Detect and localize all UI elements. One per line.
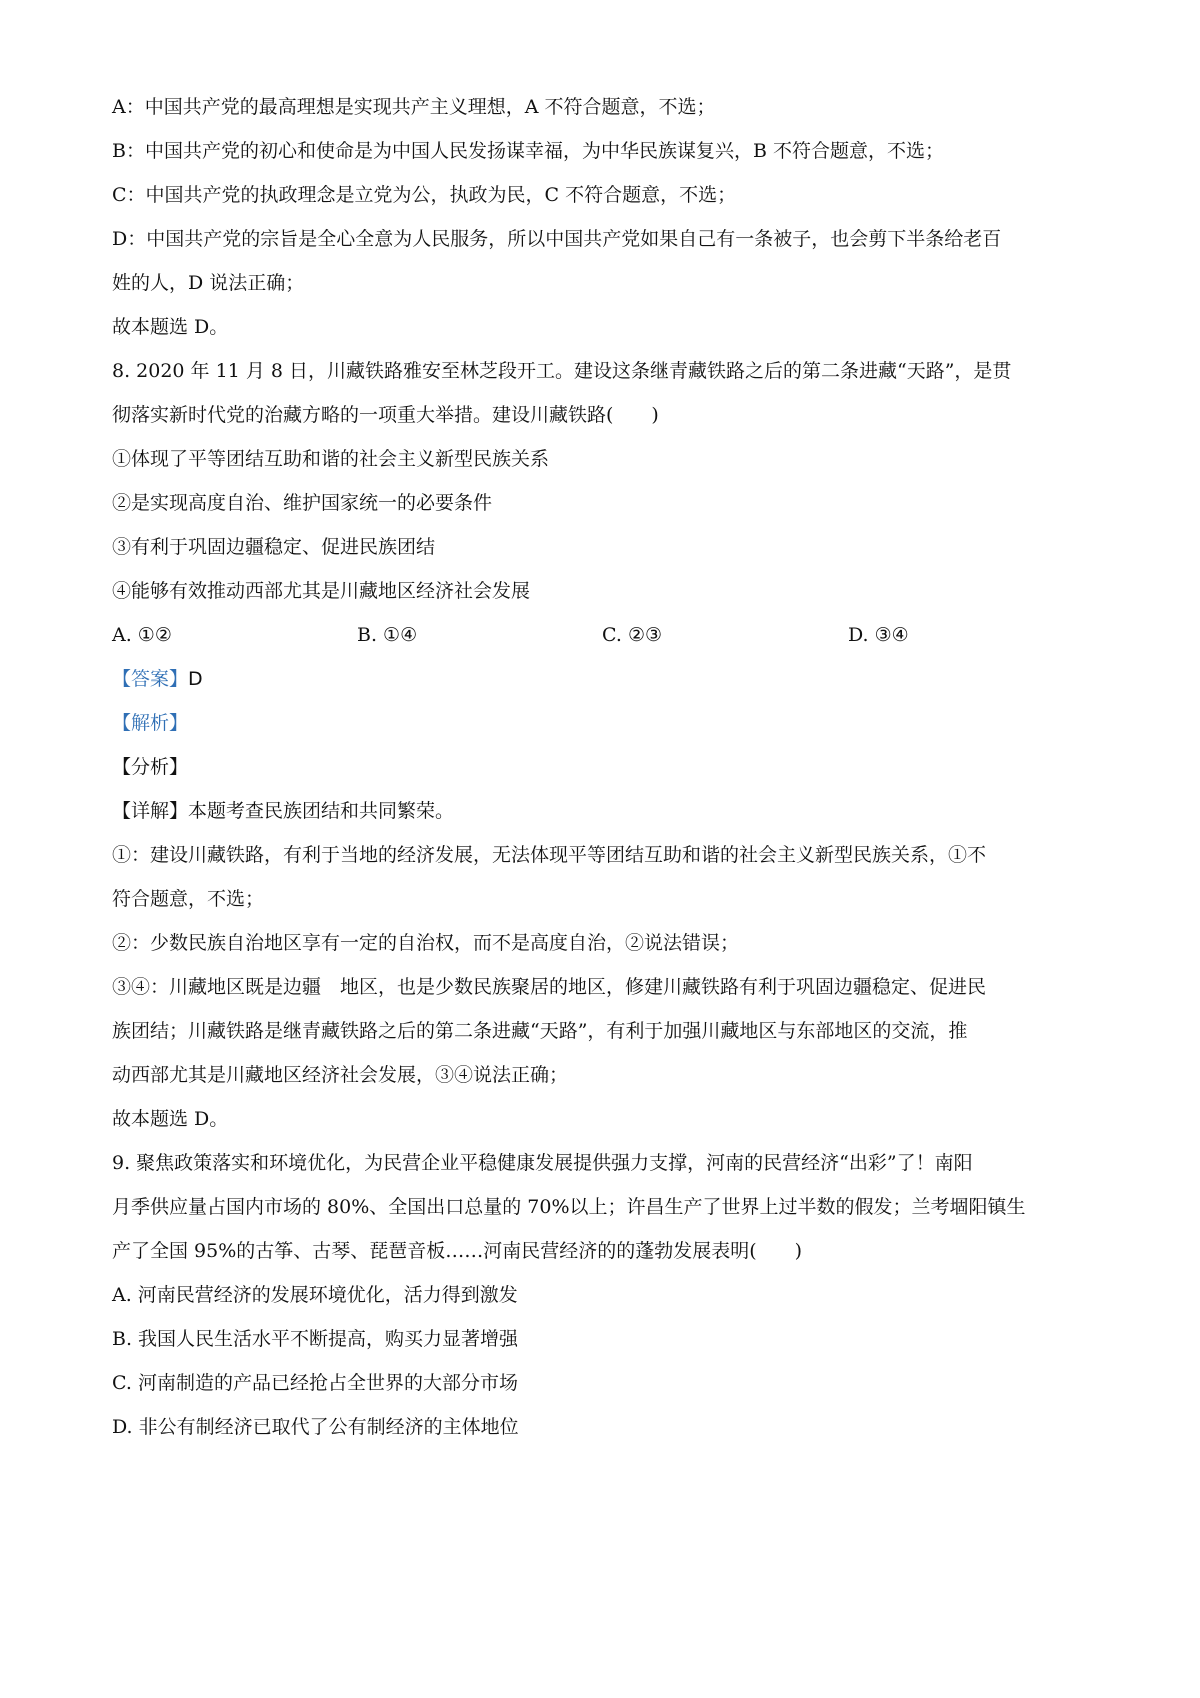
q8-conclusion: 故本题选 D。: [112, 1108, 229, 1130]
q8-statement-3: ③有利于巩固边疆稳定、促进民族团结: [112, 536, 436, 558]
q8-option-c: C. ②③: [602, 624, 663, 646]
answer-label: 【答案】: [112, 668, 189, 690]
q9-option-d: D. 非公有制经济已取代了公有制经济的主体地位: [112, 1416, 519, 1438]
q9-stem-line3: 产了全国 95%的古筝、古琴、琵琶音板……河南民营经济的的蓬勃发展表明( ): [112, 1240, 803, 1262]
q8-detail-2: ②：少数民族自治地区享有一定的自治权，而不是高度自治，②说法错误；: [112, 932, 740, 954]
q8-detail-1-line1: ①：建设川藏铁路，有利于当地的经济发展，无法体现平等团结互助和谐的社会主义新型民族关系，①不: [112, 844, 987, 866]
answer-value: D: [188, 668, 203, 690]
q9-option-a: A. 河南民营经济的发展环境优化，活力得到激发: [112, 1284, 518, 1306]
q8-statement-2: ②是实现高度自治、维护国家统一的必要条件: [112, 492, 493, 514]
prev-option-a-analysis: A：中国共产党的最高理想是实现共产主义理想，A 不符合题意，不选；: [112, 96, 716, 118]
q9-stem-line2: 月季供应量占国内市场的 80%、全国出口总量的 70%以上；许昌生产了世界上过半数的假发；兰考堌阳镇生: [112, 1196, 1026, 1218]
q8-option-d: D. ③④: [848, 624, 909, 646]
q9-option-c: C. 河南制造的产品已经抢占全世界的大部分市场: [112, 1372, 518, 1394]
prev-option-b-analysis: B：中国共产党的初心和使命是为中国人民发扬谋幸福，为中华民族谋复兴，B 不符合题意，不选；: [112, 140, 944, 162]
q8-option-a: A. ①②: [112, 624, 172, 646]
q8-detail-34-line2: 族团结；川藏铁路是继青藏铁路之后的第二条进藏“天路”，有利于加强川藏地区与东部地区的交流，推: [112, 1020, 968, 1042]
prev-conclusion: 故本题选 D。: [112, 316, 229, 338]
prev-option-c-analysis: C：中国共产党的执政理念是立党为公，执政为民，C 不符合题意，不选；: [112, 184, 737, 206]
q8-options: [112, 622, 1012, 648]
q8-detail-intro: 【详解】本题考查民族团结和共同繁荣。: [112, 800, 455, 822]
q8-option-b: B. ①④: [357, 624, 418, 646]
q9-stem-line1: 9. 聚焦政策落实和环境优化，为民营企业平稳健康发展提供强力支撑，河南的民营经济“出彩”了！南阳: [112, 1152, 973, 1174]
prev-option-d-analysis-line2: 姓的人，D 说法正确；: [112, 272, 305, 294]
q8-detail-34-line3: 动西部尤其是川藏地区经济社会发展，③④说法正确；: [112, 1064, 569, 1086]
q8-detail-34-line1: ③④：川藏地区既是边疆 地区，也是少数民族聚居的地区，修建川藏铁路有利于巩固边疆稳定、促进民: [112, 976, 987, 998]
q8-statement-1: ①体现了平等团结互助和谐的社会主义新型民族关系: [112, 448, 550, 470]
q9-option-b: B. 我国人民生活水平不断提高，购买力显著增强: [112, 1328, 519, 1350]
prev-option-d-analysis-line1: D：中国共产党的宗旨是全心全意为人民服务，所以中国共产党如果自己有一条被子，也会剪下半条给老百: [112, 228, 1002, 250]
q8-statement-4: ④能够有效推动西部尤其是川藏地区经济社会发展: [112, 580, 531, 602]
analysis-label: 【解析】: [112, 712, 189, 734]
q8-stem-line1: 8. 2020 年 11 月 8 日，川藏铁路雅安至林芝段开工。建设这条继青藏铁路之后的第二条进藏“天路”，是贯: [112, 360, 1012, 382]
q8-answer: [112, 666, 203, 692]
q8-detail-1-line2: 符合题意，不选；: [112, 888, 265, 910]
fenxi-label: 【分析】: [112, 756, 189, 778]
q8-stem-line2: 彻落实新时代党的治藏方略的一项重大举措。建设川藏铁路( ): [112, 404, 659, 426]
